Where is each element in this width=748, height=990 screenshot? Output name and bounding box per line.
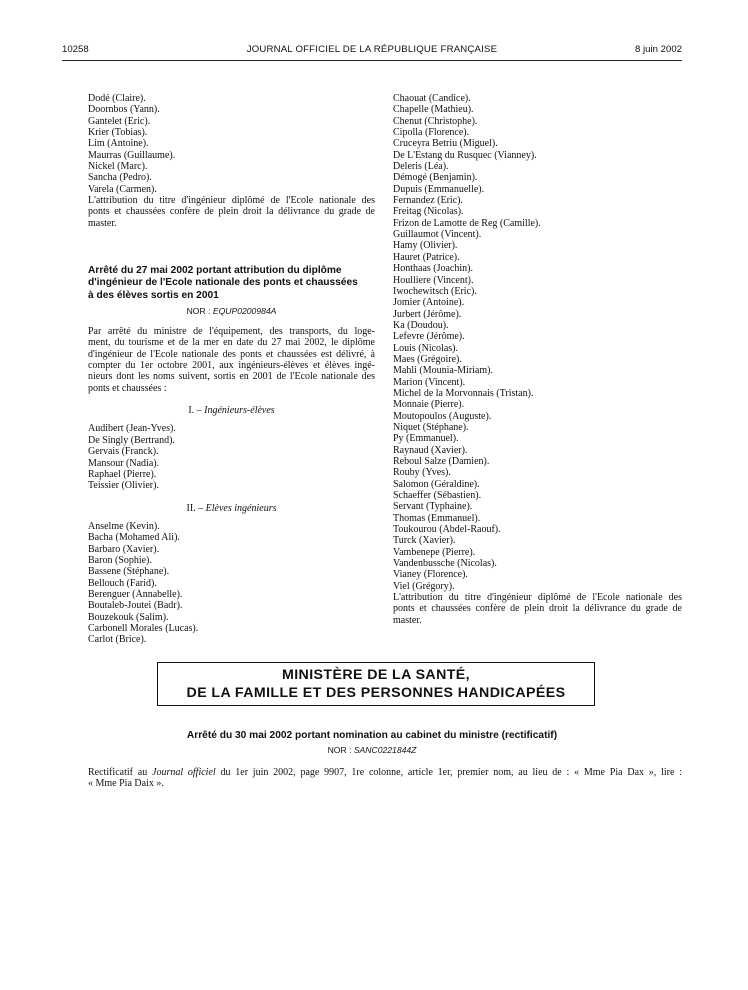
text-line: Vandenbussche (Nicolas). xyxy=(393,558,497,570)
text-line: De Singly (Bertrand). xyxy=(88,434,175,446)
text-line: Py (Emmanuel). xyxy=(393,433,459,445)
ministry-line-2: DE LA FAMILLE ET DES PERSONNES HANDICAPÉES xyxy=(186,685,566,701)
rectificatif-line-1 xyxy=(88,767,682,778)
section-1-names xyxy=(88,423,375,491)
nor-code: EQUP0200984A xyxy=(212,305,277,316)
text-line: Houlliere (Vincent). xyxy=(393,274,474,286)
text-line: Reboul Salze (Damien). xyxy=(393,456,490,467)
text-line: Cipolla (Florence). xyxy=(393,127,470,139)
text-line: Mahli (Mounia-Miriam). xyxy=(393,365,493,377)
text-line: Fernandez (Eric). xyxy=(393,195,463,207)
text-line: Chenut (Christophe). xyxy=(393,115,478,127)
text-line: Anselme (Kevin). xyxy=(88,520,160,532)
text-line: Toukourou (Abdel-Raouf). xyxy=(393,524,501,536)
text-line: master. xyxy=(393,614,422,626)
text-line: Iwochewitsch (Eric). xyxy=(393,285,477,297)
text-line: compter du 1er octobre 2001, aux ingénieurs-élèves et élèves ingé- xyxy=(88,360,375,372)
rectificatif-detail: du 1er juin 2002, page 9907, 1re colonne, article 1er, premier nom, au lieu de : « Mme Pia Dax », lire : xyxy=(215,767,682,778)
text-line: Bacha (Mohamed Ali). xyxy=(88,532,180,544)
page-number: 10258 xyxy=(62,44,89,55)
text-line: Gervais (Franck). xyxy=(88,446,159,458)
text-line: Schaeffer (Sébastien). xyxy=(393,490,482,502)
section-2-label: Elèves ingénieurs xyxy=(205,502,277,514)
text-line: Raynaud (Xavier). xyxy=(393,444,468,456)
text-line: Arrêté du 27 mai 2002 portant attribution du diplôme xyxy=(88,265,342,277)
text-line: Hauret (Patrice). xyxy=(393,251,460,263)
text-line: Thomas (Emmanuel). xyxy=(393,512,481,524)
section-1-label: Ingénieurs-élèves xyxy=(204,405,275,417)
rectificatif-line-2: « Mme Pia Daix ». xyxy=(88,778,164,790)
rectificatif-intro: Rectificatif au xyxy=(88,767,152,778)
text-line: Jurbert (Jérôme). xyxy=(393,308,462,320)
text-line: Doornbos (Yann). xyxy=(88,104,160,116)
text-line: Michel de la Morvonnais (Tristan). xyxy=(393,387,534,399)
section-2-names xyxy=(88,521,375,646)
decree-2-nor-label: NOR : xyxy=(327,745,352,755)
text-line: ponts et chaussées confère de plein droit la délivrance du grade de xyxy=(393,603,682,615)
decree-2-nor xyxy=(62,745,682,755)
text-line: Teissier (Olivier). xyxy=(88,480,159,492)
left-column xyxy=(88,93,375,646)
text-line: Carbonell Morales (Lucas). xyxy=(88,622,199,634)
text-line: Varela (Carmen). xyxy=(88,183,157,195)
text-line: Salomon (Géraldine). xyxy=(393,478,480,490)
text-line: Raphael (Pierre). xyxy=(88,468,157,480)
text-line: ment, du tourisme et de la mer en date du 27 mai 2002, le diplôme xyxy=(88,337,375,349)
section-heading-1 xyxy=(88,405,375,416)
text-line: Maes (Grégoire). xyxy=(393,353,462,365)
text-line: Démogé (Benjamin). xyxy=(393,172,478,184)
text-line: Lefevre (Jérôme). xyxy=(393,331,465,343)
text-line: Audibert (Jean-Yves). xyxy=(88,423,176,435)
text-line: Sancha (Pedro). xyxy=(88,172,152,184)
names-list-top xyxy=(88,93,375,195)
decree-title xyxy=(88,265,375,302)
text-line: Hamy (Olivier). xyxy=(393,240,458,252)
attribution-note-left xyxy=(88,195,375,229)
text-line: Bassene (Stéphane). xyxy=(88,566,170,578)
names-list-right xyxy=(393,93,682,592)
text-line: Frizon de Lamotte de Reg (Camille). xyxy=(393,217,541,229)
text-line: ponts et chaussées : xyxy=(88,382,167,394)
text-line: Vianey (Florence). xyxy=(393,569,468,581)
decree-2-title: Arrêté du 30 mai 2002 portant nomination au cabinet du ministre (rectificatif) xyxy=(186,730,558,741)
text-line: Chaouat (Candice). xyxy=(393,93,471,104)
text-line: Turck (Xavier). xyxy=(393,535,456,547)
text-line: Lim (Antoine). xyxy=(88,138,149,150)
text-line: Marion (Vincent). xyxy=(393,376,466,388)
text-line: Nickel (Marc). xyxy=(88,161,148,173)
right-column xyxy=(393,93,682,626)
text-line: Bouzekouk (Salim). xyxy=(88,611,169,623)
text-line: Krier (Tobias). xyxy=(88,127,148,139)
text-line: Monnaie (Pierre). xyxy=(393,399,465,411)
journal-officiel-ref: Journal officiel xyxy=(152,767,216,778)
text-line: Par arrêté du ministre de l'équipement, des transports, du loge- xyxy=(88,326,375,338)
journal-title: JOURNAL OFFICIEL DE LA RÉPUBLIQUE FRANÇAISE xyxy=(246,44,498,55)
issue-date: 8 juin 2002 xyxy=(635,44,682,55)
text-line: Bellouch (Farid). xyxy=(88,577,157,589)
text-line: Deleris (Léa). xyxy=(393,161,449,173)
text-line: Jomier (Antoine). xyxy=(393,297,465,309)
text-line: Servant (Typhaine). xyxy=(393,501,473,513)
text-line: Cruceyra Betriu (Miguel). xyxy=(393,138,498,150)
running-header xyxy=(62,44,682,58)
text-line: Baron (Sophie). xyxy=(88,554,152,566)
nor-label: NOR : xyxy=(186,305,211,316)
text-line: Rouby (Yves). xyxy=(393,467,451,479)
text-line: Moutopoulos (Auguste). xyxy=(393,410,492,422)
text-line: Honthaas (Joachin). xyxy=(393,263,473,275)
text-line: Boutaleb-Joutei (Badr). xyxy=(88,600,183,612)
decree-2-nor-code: SANC0221844Z xyxy=(353,745,417,755)
text-line: Niquet (Stéphane). xyxy=(393,421,469,433)
text-line: Berenguer (Annabelle). xyxy=(88,588,183,600)
text-line: L'attribution du titre d'ingénieur diplômé de l'Ecole nationale des xyxy=(88,195,375,207)
text-line: Carlot (Brice). xyxy=(88,634,147,646)
text-line: d'ingénieur de l'Ecole nationale des ponts et chaussées est délivré, à xyxy=(88,348,375,360)
attribution-note-right xyxy=(393,592,682,626)
text-line: Gantelet (Eric). xyxy=(88,115,151,127)
text-line: Barbaro (Xavier). xyxy=(88,543,160,555)
text-line: Ka (Doudou). xyxy=(393,319,449,331)
text-line: L'attribution du titre d'ingénieur diplômé de l'Ecole nationale des xyxy=(393,592,682,604)
text-line: Dodé (Claire). xyxy=(88,93,146,104)
nor-reference xyxy=(88,306,375,317)
decree-body xyxy=(88,326,375,394)
text-line: Louis (Nicolas). xyxy=(393,342,458,354)
text-line: ponts et chaussées confère de plein droit la délivrance du grade de xyxy=(88,206,375,218)
section-heading-2 xyxy=(88,503,375,514)
rectificatif-text xyxy=(88,767,682,790)
header-rule xyxy=(62,60,682,61)
text-line: Freitag (Nicolas). xyxy=(393,206,464,218)
text-line: Vambenepe (Pierre). xyxy=(393,546,476,558)
text-line: master. xyxy=(88,217,117,229)
text-line: Mansour (Nadia). xyxy=(88,457,160,469)
text-line: Dupuis (Emmanuelle). xyxy=(393,183,485,195)
ministry-line-1: MINISTÈRE DE LA SANTÉ, xyxy=(282,667,470,683)
text-line: De L'Estang du Rusquec (Vianney). xyxy=(393,149,537,161)
text-line: Guillaumot (Vincent). xyxy=(393,229,482,241)
text-line: Viel (Grégory). xyxy=(393,580,455,592)
section-1-number: I. – xyxy=(188,405,202,417)
section-2-number: II. – xyxy=(186,502,204,514)
ministry-box xyxy=(157,662,595,706)
text-line: d'ingénieur de l'Ecole nationale des ponts et chaussées xyxy=(88,277,358,289)
text-line: Chapelle (Mathieu). xyxy=(393,104,474,116)
text-line: Maurras (Guillaume). xyxy=(88,149,176,161)
text-line: nieurs dont les noms suivent, sortis en 2001 de l'Ecole nationale des xyxy=(88,371,375,383)
text-line: à des élèves sortis en 2001 xyxy=(88,289,219,301)
